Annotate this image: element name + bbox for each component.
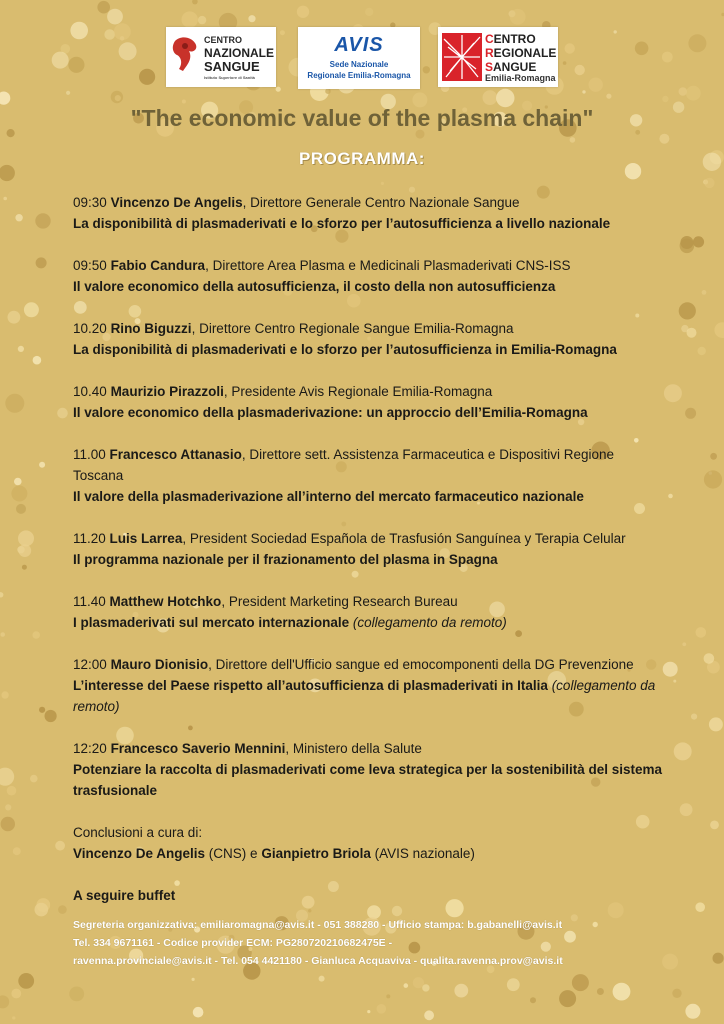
- confetti-dot: [367, 1010, 370, 1013]
- confetti-dot: [507, 978, 520, 991]
- speaker-name: Mauro Dionisio: [110, 657, 209, 672]
- confetti-dot: [483, 90, 498, 105]
- speaker-name: Vincenzo De Angelis: [110, 195, 243, 210]
- confetti-dot: [22, 565, 27, 570]
- item-time: 10.40: [73, 384, 107, 399]
- avis-line1: Sede Nazionale: [329, 60, 389, 69]
- confetti-dot: [39, 707, 45, 713]
- confetti-dot: [597, 988, 604, 995]
- confetti-dot: [14, 478, 22, 486]
- confetti-dot: [248, 15, 255, 22]
- item-time: 11.00: [73, 447, 106, 462]
- speaker-role: , Direttore sett. Assistenza Farmaceutica e Dispositivi Regione Toscana: [73, 447, 614, 483]
- confetti-dot: [18, 530, 34, 546]
- confetti-dot: [662, 954, 678, 970]
- confetti-dot: [570, 137, 576, 143]
- programme-item: [73, 738, 663, 801]
- item-time: 12:20: [73, 741, 107, 756]
- confetti-dot: [704, 653, 715, 664]
- talk-title: Il valore della plasmaderivazione all’interno del mercato farmaceutico nazionale: [73, 489, 584, 504]
- cns-line3: SANGUE: [204, 59, 260, 74]
- confetti-dot: [57, 408, 68, 419]
- confetti-dot: [695, 902, 705, 912]
- confetti-dot: [659, 134, 669, 144]
- confetti-dot: [3, 197, 7, 201]
- confetti-dot: [685, 1004, 700, 1019]
- footer-line-2: Tel. 334 9671161 - Codice provider ECM: PG280720210682475E -: [73, 937, 393, 949]
- item-time: 09:30: [73, 195, 107, 210]
- confetti-dot: [18, 346, 24, 352]
- conclusions-label: Conclusioni a cura di:: [73, 825, 203, 840]
- speaker-role: , Direttore Area Plasma e Medicinali Plasmaderivati CNS-ISS: [205, 258, 571, 273]
- confetti-dot: [510, 9, 526, 25]
- confetti-dot: [5, 394, 24, 413]
- confetti-dot: [97, 1, 110, 14]
- confetti-dot: [66, 91, 70, 95]
- avis-logo: [298, 27, 420, 89]
- confetti-dot: [710, 821, 719, 830]
- item-time: 11.20: [73, 531, 106, 546]
- item-time: 11.40: [73, 594, 106, 609]
- confetti-dot: [680, 803, 693, 816]
- item-time: 12:00: [73, 657, 107, 672]
- programme-item: [73, 381, 663, 423]
- confetti-dot: [115, 95, 121, 101]
- confetti-dot: [668, 494, 673, 499]
- confetti-dot: [13, 847, 21, 855]
- speaker-role: , President Sociedad Española de Trasfusión Sanguínea y Terapia Celular: [182, 531, 626, 546]
- confetti-dot: [0, 995, 9, 1008]
- confetti-dot: [381, 182, 384, 185]
- confetti-dot: [24, 302, 39, 317]
- speaker-role: , President Marketing Research Bureau: [221, 594, 458, 609]
- speaker-name: Francesco Saverio Mennini: [110, 741, 286, 756]
- confetti-dot: [297, 6, 309, 18]
- crs-word3: SANGUE: [485, 60, 537, 74]
- confetti-dot: [710, 453, 717, 460]
- speaker-name: Matthew Hotchko: [109, 594, 222, 609]
- confetti-dot: [182, 11, 198, 27]
- confetti-dot: [702, 290, 707, 295]
- programme-item: [73, 528, 663, 570]
- confetti-dot: [680, 236, 693, 249]
- confetti-dot: [693, 236, 704, 247]
- confetti-dot: [192, 0, 198, 4]
- talk-title: L’interesse del Paese rispetto all’autosufficienza di plasmaderivati in Italia (collegamento da remoto): [73, 678, 656, 714]
- logo-bar: [0, 27, 724, 89]
- item-time: 09:50: [73, 258, 107, 273]
- conclusions-speakers: Vincenzo De Angelis (CNS) e Gianpietro Briola (AVIS nazionale): [73, 846, 475, 861]
- confetti-dot: [0, 768, 14, 786]
- talk-title: I plasmaderivati sul mercato internazionale (collegamento da remoto): [73, 615, 507, 630]
- confetti-dot: [424, 1010, 434, 1020]
- footer-line-3: ravenna.provinciale@avis.it - Tel. 054 4421180 - Gianluca Acquaviva - qualita.ravenna.prov@avis.it: [73, 955, 563, 967]
- confetti-dot: [5, 804, 11, 810]
- confetti-dot: [12, 1016, 15, 1019]
- footer-contacts: [73, 916, 653, 970]
- confetti-dot: [32, 631, 40, 639]
- footer-line-1: Segreteria organizzativa: emiliaromagna@avis.it - 051 388280 - Ufficio stampa: b.gabanelli@avis.it: [73, 919, 563, 931]
- speaker-name: Fabio Candura: [110, 258, 206, 273]
- confetti-dot: [107, 9, 123, 25]
- speaker-line: [73, 192, 663, 213]
- programme-item: [73, 591, 663, 633]
- speaker-name: Rino Biguzzi: [110, 321, 192, 336]
- crs-logo: [438, 27, 558, 87]
- confetti-dot: [35, 213, 50, 228]
- confetti-dot: [698, 347, 706, 355]
- confetti-dot: [45, 710, 57, 722]
- cns-line1: CENTRO: [204, 35, 242, 45]
- confetti-dot: [691, 714, 697, 720]
- confetti-dot: [454, 984, 468, 998]
- confetti-dot: [192, 978, 195, 981]
- speaker-name: Luis Larrea: [109, 531, 183, 546]
- confetti-dot: [682, 642, 686, 646]
- confetti-dot: [198, 16, 206, 24]
- speaker-name: Francesco Attanasio: [109, 447, 242, 462]
- cns-emblem-icon: [171, 35, 201, 75]
- speaker-line: [73, 528, 663, 549]
- programme-item: [73, 444, 663, 507]
- programme-item: [73, 255, 663, 297]
- confetti-dot: [16, 504, 26, 514]
- confetti-dot: [308, 909, 311, 912]
- confetti-dot: [0, 592, 3, 597]
- avis-line2: Regionale Emilia-Romagna: [307, 71, 411, 80]
- confetti-dot: [39, 462, 45, 468]
- talk-title: Il programma nazionale per il frazionamento del plasma in Spagna: [73, 552, 498, 567]
- speaker-role: , Presidente Avis Regionale Emilia-Romagna: [223, 384, 493, 399]
- programme-list: [73, 192, 663, 903]
- confetti-dot: [35, 903, 49, 917]
- confetti-dot: [33, 356, 42, 365]
- confetti-dot: [1, 691, 8, 698]
- confetti-dot: [696, 627, 707, 638]
- confetti-dot: [55, 841, 65, 851]
- confetti-dot: [11, 486, 27, 502]
- programme-item: [73, 192, 663, 234]
- confetti-dot: [685, 408, 696, 419]
- programme-heading: PROGRAMMA:: [299, 149, 425, 168]
- confetti-dot: [0, 92, 10, 105]
- confetti-dot: [613, 983, 631, 1001]
- programme-item: [73, 654, 663, 717]
- confetti-dot: [69, 987, 84, 1002]
- confetti-dot: [30, 775, 38, 783]
- confetti-dot: [36, 257, 47, 268]
- confetti-dot: [392, 906, 402, 916]
- confetti-dot: [681, 325, 688, 332]
- avis-brand: AVIS: [334, 34, 384, 56]
- confetti-dot: [325, 88, 331, 94]
- confetti-dot: [679, 302, 696, 319]
- confetti-dot: [713, 953, 724, 964]
- talk-title: Il valore economico della autosufficienza, il costo della non autosufficienza: [73, 279, 556, 294]
- speaker-role: , Direttore Generale Centro Nazionale Sangue: [242, 195, 520, 210]
- talk-title: La disponibilità di plasmaderivati e lo sforzo per l’autosufficienza in Emilia-Romagna: [73, 342, 617, 357]
- confetti-dot: [413, 977, 424, 988]
- confetti-dot: [582, 90, 585, 93]
- conclusions: [73, 822, 663, 864]
- confetti-dot: [377, 1004, 387, 1014]
- speaker-role: , Direttore Centro Regionale Sangue Emilia-Romagna: [191, 321, 514, 336]
- speaker-line: [73, 591, 663, 612]
- confetti-dot: [709, 717, 723, 731]
- crs-region: Emilia-Romagna: [485, 73, 556, 83]
- buffet-note: A seguire buffet: [73, 888, 176, 903]
- confetti-dot: [572, 974, 589, 991]
- confetti-dot: [0, 632, 5, 637]
- confetti-dot: [11, 989, 21, 999]
- cns-line2: NAZIONALE: [204, 46, 274, 60]
- confetti-dot: [58, 905, 67, 914]
- speaker-line: [73, 654, 663, 675]
- confetti-dot: [674, 742, 692, 760]
- confetti-dot: [662, 96, 668, 102]
- speaker-line: [73, 738, 663, 759]
- confetti-dot: [672, 989, 681, 998]
- speaker-line: [73, 255, 663, 276]
- confetti-dot: [365, 8, 373, 16]
- confetti-dot: [1, 817, 15, 831]
- item-time: 10.20: [73, 321, 107, 336]
- confetti-dot: [18, 544, 31, 557]
- talk-title: Potenziare la raccolta di plasmaderivati come leva strategica per la sostenibilità del sistema trasfusionale: [73, 762, 663, 798]
- confetti-dot: [714, 322, 724, 338]
- confetti-dot: [704, 470, 722, 488]
- remote-note: collegamento da remoto: [357, 615, 503, 630]
- confetti-dot: [18, 973, 34, 989]
- speaker-role: , Ministero della Salute: [285, 741, 422, 756]
- crs-network-icon: [442, 33, 482, 81]
- confetti-dot: [15, 214, 22, 221]
- cns-tagline: Istituto Superiore di Sanità: [204, 75, 255, 80]
- confetti-dot: [193, 1007, 204, 1018]
- speaker-name: Maurizio Pirazzoli: [110, 384, 224, 399]
- confetti-dot: [673, 680, 676, 683]
- speaker-line: [73, 318, 663, 339]
- confetti-dot: [663, 662, 678, 677]
- crs-word2: REGIONALE: [485, 46, 557, 60]
- cns-logo: [166, 27, 276, 87]
- confetti-dot: [606, 94, 611, 99]
- confetti-dot: [559, 990, 576, 1007]
- confetti-dot: [704, 178, 714, 188]
- page-title: "The economic value of the plasma chain": [130, 105, 594, 131]
- crs-word1: CENTRO: [485, 32, 536, 46]
- confetti-dot: [182, 100, 186, 104]
- programme-item: [73, 318, 663, 360]
- speaker-role: , Direttore dell'Ufficio sangue ed emocomponenti della DG Prevenzione: [208, 657, 634, 672]
- speaker-line: [73, 381, 663, 402]
- confetti-dot: [386, 994, 390, 998]
- talk-title: Il valore economico della plasmaderivazione: un approccio dell’Emilia-Romagna: [73, 405, 588, 420]
- speaker-line: [73, 444, 663, 486]
- confetti-dot: [7, 311, 20, 324]
- confetti-dot: [319, 976, 325, 982]
- confetti-dot: [530, 997, 536, 1003]
- talk-title: La disponibilità di plasmaderivati e lo sforzo per l’autosufficienza a livello nazionale: [73, 216, 611, 231]
- remote-note: (collegamento da remoto): [73, 678, 656, 714]
- confetti-dot: [7, 786, 17, 796]
- confetti-dot: [664, 384, 682, 402]
- confetti-dot: [404, 983, 409, 988]
